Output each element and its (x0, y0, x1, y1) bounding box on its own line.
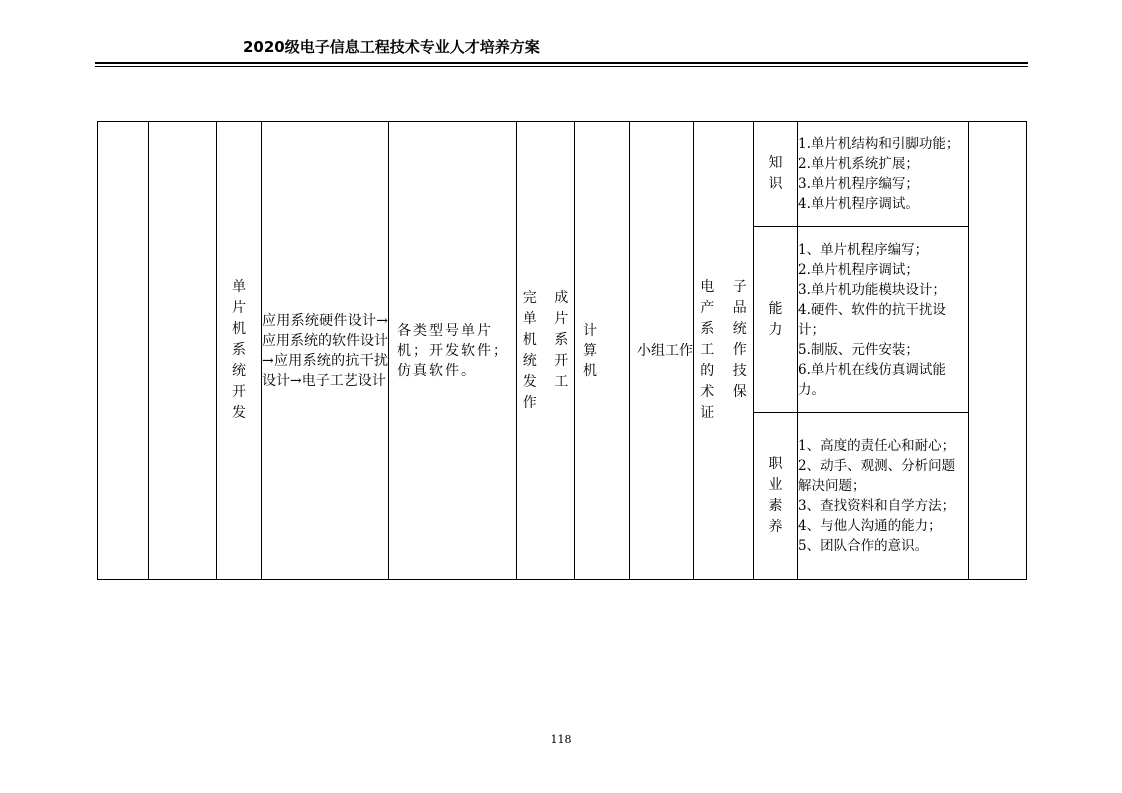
tools-text: 各类型号单片机；开发软件；仿真软件。 (397, 322, 509, 379)
tools-cell (389, 122, 517, 580)
category-ability: 能 力 (754, 227, 798, 413)
list-item: 4.单片机程序调试。 (798, 196, 919, 212)
list-item: 1、单片机程序编写； (798, 241, 929, 258)
knowledge-list (798, 122, 969, 227)
work-method-cell (630, 122, 694, 580)
list-item: 1.单片机结构和引脚功能； (798, 136, 960, 152)
header-rule-thin (95, 66, 1028, 67)
curriculum-table (97, 121, 1027, 580)
work-task-cell (262, 122, 389, 580)
list-item: 4、与他人沟通的能力； (798, 518, 942, 534)
list-item: 3、查找资料和自学方法； (798, 498, 956, 514)
ability-list (798, 227, 969, 413)
page-number: 118 (550, 733, 572, 746)
document-header-title: 2020级电子信息工程技术专业人才培养方案 (243, 38, 540, 56)
work-goal-cell (517, 122, 575, 580)
list-item: 5、团队合作的意识。 (798, 538, 929, 554)
category-knowledge: 知 识 (754, 122, 798, 227)
category-professional-quality: 职 业 素 养 (754, 413, 798, 580)
work-method-text: 小组工作 (637, 342, 693, 359)
work-place-cell (575, 122, 630, 580)
list-item: 5.制版、元件安装； (798, 341, 919, 358)
list-item: 3.单片机程序编写； (798, 176, 919, 192)
work-place-text: 计算机 (583, 322, 607, 379)
list-item: 2、动手、观测、分析问题解决问题； (798, 458, 956, 494)
certificate-text: 电 子 产 品 系 统 工 作 的 技 术 保 证 (700, 279, 747, 421)
list-item: 1、高度的责任心和耐心； (798, 438, 956, 454)
work-goal-text: 完 成 单 片 机 系 统 开 发 工 作 (522, 289, 569, 411)
list-item: 6.单片机在线仿真调试能力。 (798, 361, 946, 398)
list-item: 4.硬件、软件的抗干扰设计； (798, 301, 946, 338)
empty-cell-last (969, 122, 1027, 580)
list-item: 2.单片机程序调试； (798, 261, 919, 278)
professional-quality-list (798, 413, 969, 580)
table-row (98, 122, 1027, 227)
list-item: 2.单片机系统扩展； (798, 156, 919, 172)
work-task-text: 应用系统硬件设计→应用系统的软件设计→应用系统的抗干扰设计→电子工艺设计 (262, 312, 388, 389)
empty-cell-1 (98, 122, 149, 580)
module-name-cell: 单 片 机 系 统 开 发 (217, 122, 262, 580)
list-item: 3.单片机功能模块设计； (798, 281, 946, 298)
empty-cell-2 (149, 122, 217, 580)
header-rule-thick (95, 62, 1028, 64)
certificate-cell (694, 122, 754, 580)
